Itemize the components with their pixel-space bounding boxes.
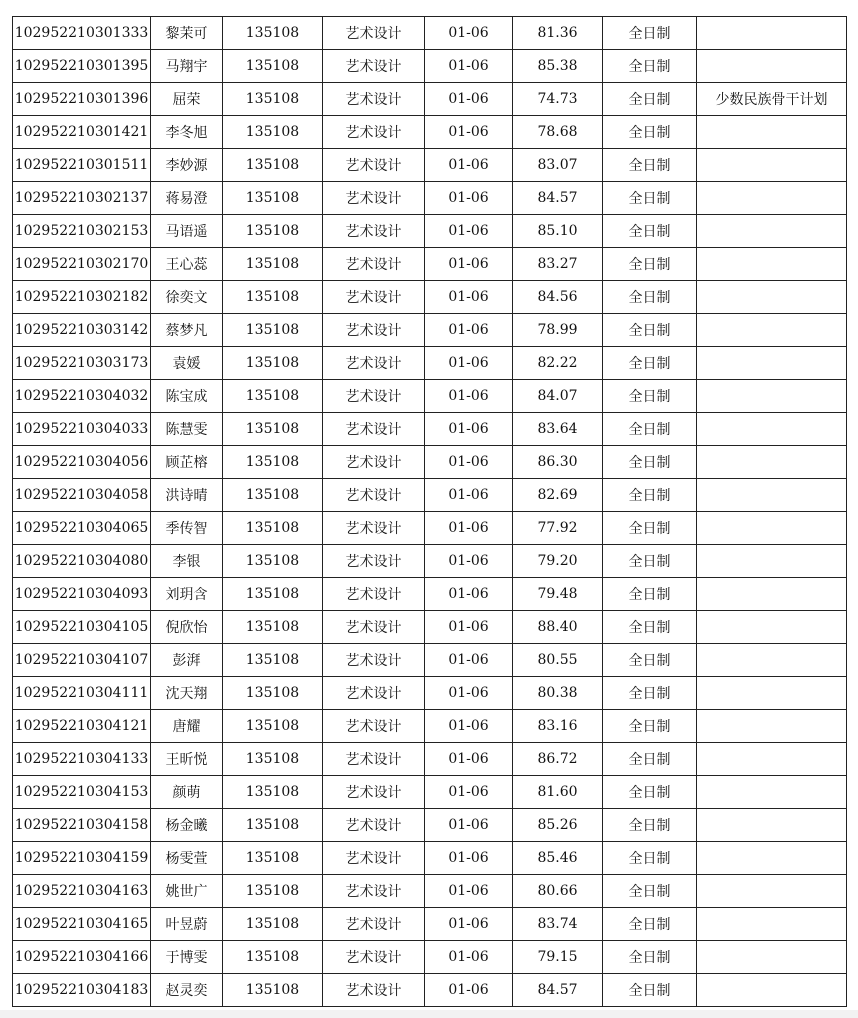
table-row bbox=[13, 446, 847, 479]
cell-candidate-id: 102952210302170 bbox=[13, 248, 151, 281]
cell-study-mode: 全日制 bbox=[603, 50, 697, 83]
table-row bbox=[13, 281, 847, 314]
cell-study-mode: 全日制 bbox=[603, 347, 697, 380]
cell-name: 屈荣 bbox=[151, 83, 223, 116]
cell-name: 赵灵奕 bbox=[151, 974, 223, 1007]
cell-major-code: 135108 bbox=[223, 842, 323, 875]
cell-major: 艺术设计 bbox=[323, 380, 425, 413]
cell-name: 袁媛 bbox=[151, 347, 223, 380]
cell-direction: 01-06 bbox=[425, 512, 513, 545]
table-row bbox=[13, 149, 847, 182]
cell-score: 82.22 bbox=[513, 347, 603, 380]
cell-score: 77.92 bbox=[513, 512, 603, 545]
cell-major: 艺术设计 bbox=[323, 116, 425, 149]
cell-major-code: 135108 bbox=[223, 875, 323, 908]
cell-score: 80.66 bbox=[513, 875, 603, 908]
table-row bbox=[13, 314, 847, 347]
cell-major-code: 135108 bbox=[223, 281, 323, 314]
cell-name: 沈天翔 bbox=[151, 677, 223, 710]
cell-study-mode: 全日制 bbox=[603, 842, 697, 875]
cell-candidate-id: 102952210304065 bbox=[13, 512, 151, 545]
cell-major-code: 135108 bbox=[223, 512, 323, 545]
cell-candidate-id: 102952210304133 bbox=[13, 743, 151, 776]
cell-study-mode: 全日制 bbox=[603, 875, 697, 908]
cell-major-code: 135108 bbox=[223, 347, 323, 380]
table-row bbox=[13, 743, 847, 776]
cell-direction: 01-06 bbox=[425, 83, 513, 116]
cell-study-mode: 全日制 bbox=[603, 941, 697, 974]
cell-direction: 01-06 bbox=[425, 809, 513, 842]
cell-major: 艺术设计 bbox=[323, 809, 425, 842]
cell-major: 艺术设计 bbox=[323, 347, 425, 380]
cell-candidate-id: 102952210304165 bbox=[13, 908, 151, 941]
cell-name: 倪欣怡 bbox=[151, 611, 223, 644]
cell-major: 艺术设计 bbox=[323, 941, 425, 974]
cell-direction: 01-06 bbox=[425, 776, 513, 809]
cell-study-mode: 全日制 bbox=[603, 248, 697, 281]
cell-study-mode: 全日制 bbox=[603, 83, 697, 116]
cell-direction: 01-06 bbox=[425, 545, 513, 578]
cell-study-mode: 全日制 bbox=[603, 545, 697, 578]
cell-name: 陈慧雯 bbox=[151, 413, 223, 446]
cell-major-code: 135108 bbox=[223, 611, 323, 644]
cell-direction: 01-06 bbox=[425, 17, 513, 50]
table-row bbox=[13, 182, 847, 215]
table-row bbox=[13, 215, 847, 248]
table-row bbox=[13, 875, 847, 908]
cell-study-mode: 全日制 bbox=[603, 413, 697, 446]
cell-note bbox=[697, 50, 847, 83]
cell-study-mode: 全日制 bbox=[603, 215, 697, 248]
cell-name: 顾芷榕 bbox=[151, 446, 223, 479]
cell-study-mode: 全日制 bbox=[603, 446, 697, 479]
cell-name: 蔡梦凡 bbox=[151, 314, 223, 347]
cell-name: 马翔宇 bbox=[151, 50, 223, 83]
cell-score: 85.10 bbox=[513, 215, 603, 248]
cell-direction: 01-06 bbox=[425, 248, 513, 281]
cell-study-mode: 全日制 bbox=[603, 677, 697, 710]
cell-candidate-id: 102952210304056 bbox=[13, 446, 151, 479]
table-row bbox=[13, 578, 847, 611]
cell-study-mode: 全日制 bbox=[603, 908, 697, 941]
cell-major: 艺术设计 bbox=[323, 743, 425, 776]
cell-study-mode: 全日制 bbox=[603, 578, 697, 611]
cell-name: 陈宝成 bbox=[151, 380, 223, 413]
cell-direction: 01-06 bbox=[425, 281, 513, 314]
cell-direction: 01-06 bbox=[425, 479, 513, 512]
cell-note bbox=[697, 17, 847, 50]
cell-direction: 01-06 bbox=[425, 182, 513, 215]
cell-note bbox=[697, 479, 847, 512]
cell-candidate-id: 102952210304183 bbox=[13, 974, 151, 1007]
cell-score: 85.38 bbox=[513, 50, 603, 83]
cell-name: 王昕悦 bbox=[151, 743, 223, 776]
cell-note bbox=[697, 413, 847, 446]
cell-major: 艺术设计 bbox=[323, 479, 425, 512]
cell-major-code: 135108 bbox=[223, 248, 323, 281]
cell-score: 84.07 bbox=[513, 380, 603, 413]
cell-candidate-id: 102952210304080 bbox=[13, 545, 151, 578]
cell-major-code: 135108 bbox=[223, 545, 323, 578]
cell-major: 艺术设计 bbox=[323, 149, 425, 182]
cell-major-code: 135108 bbox=[223, 182, 323, 215]
cell-major: 艺术设计 bbox=[323, 875, 425, 908]
cell-name: 颜萌 bbox=[151, 776, 223, 809]
cell-name: 黎茉可 bbox=[151, 17, 223, 50]
cell-major-code: 135108 bbox=[223, 710, 323, 743]
cell-study-mode: 全日制 bbox=[603, 281, 697, 314]
cell-score: 85.26 bbox=[513, 809, 603, 842]
cell-note bbox=[697, 974, 847, 1007]
table-row bbox=[13, 83, 847, 116]
cell-study-mode: 全日制 bbox=[603, 149, 697, 182]
cell-study-mode: 全日制 bbox=[603, 644, 697, 677]
cell-score: 83.16 bbox=[513, 710, 603, 743]
cell-study-mode: 全日制 bbox=[603, 182, 697, 215]
cell-major-code: 135108 bbox=[223, 974, 323, 1007]
cell-candidate-id: 102952210302137 bbox=[13, 182, 151, 215]
cell-study-mode: 全日制 bbox=[603, 974, 697, 1007]
cell-major: 艺术设计 bbox=[323, 83, 425, 116]
cell-major-code: 135108 bbox=[223, 314, 323, 347]
cell-major: 艺术设计 bbox=[323, 677, 425, 710]
cell-major: 艺术设计 bbox=[323, 215, 425, 248]
cell-direction: 01-06 bbox=[425, 446, 513, 479]
cell-major: 艺术设计 bbox=[323, 446, 425, 479]
cell-major-code: 135108 bbox=[223, 809, 323, 842]
cell-name: 姚世广 bbox=[151, 875, 223, 908]
cell-candidate-id: 102952210301421 bbox=[13, 116, 151, 149]
cell-candidate-id: 102952210304107 bbox=[13, 644, 151, 677]
cell-direction: 01-06 bbox=[425, 347, 513, 380]
cell-study-mode: 全日制 bbox=[603, 17, 697, 50]
cell-major: 艺术设计 bbox=[323, 314, 425, 347]
cell-note bbox=[697, 380, 847, 413]
cell-major: 艺术设计 bbox=[323, 611, 425, 644]
cell-major-code: 135108 bbox=[223, 83, 323, 116]
cell-candidate-id: 102952210301511 bbox=[13, 149, 151, 182]
cell-score: 80.55 bbox=[513, 644, 603, 677]
cell-direction: 01-06 bbox=[425, 842, 513, 875]
cell-candidate-id: 102952210301395 bbox=[13, 50, 151, 83]
cell-major: 艺术设计 bbox=[323, 248, 425, 281]
cell-major: 艺术设计 bbox=[323, 512, 425, 545]
cell-note bbox=[697, 149, 847, 182]
cell-note bbox=[697, 446, 847, 479]
cell-note bbox=[697, 710, 847, 743]
table-row bbox=[13, 116, 847, 149]
cell-major: 艺术设计 bbox=[323, 413, 425, 446]
cell-direction: 01-06 bbox=[425, 875, 513, 908]
cell-note bbox=[697, 248, 847, 281]
cell-note bbox=[697, 545, 847, 578]
cell-major: 艺术设计 bbox=[323, 545, 425, 578]
cell-major: 艺术设计 bbox=[323, 578, 425, 611]
cell-candidate-id: 102952210304058 bbox=[13, 479, 151, 512]
cell-major: 艺术设计 bbox=[323, 644, 425, 677]
cell-note bbox=[697, 776, 847, 809]
cell-candidate-id: 102952210301333 bbox=[13, 17, 151, 50]
cell-major: 艺术设计 bbox=[323, 17, 425, 50]
cell-study-mode: 全日制 bbox=[603, 314, 697, 347]
cell-direction: 01-06 bbox=[425, 314, 513, 347]
cell-major-code: 135108 bbox=[223, 941, 323, 974]
cell-name: 唐耀 bbox=[151, 710, 223, 743]
cell-score: 86.72 bbox=[513, 743, 603, 776]
cell-direction: 01-06 bbox=[425, 974, 513, 1007]
table-row bbox=[13, 908, 847, 941]
cell-score: 83.07 bbox=[513, 149, 603, 182]
cell-name: 蒋易澄 bbox=[151, 182, 223, 215]
cell-name: 杨金曦 bbox=[151, 809, 223, 842]
cell-note bbox=[697, 578, 847, 611]
cell-name: 于博雯 bbox=[151, 941, 223, 974]
cell-candidate-id: 102952210301396 bbox=[13, 83, 151, 116]
cell-direction: 01-06 bbox=[425, 611, 513, 644]
cell-name: 李银 bbox=[151, 545, 223, 578]
cell-major: 艺术设计 bbox=[323, 50, 425, 83]
cell-major-code: 135108 bbox=[223, 677, 323, 710]
table-row bbox=[13, 842, 847, 875]
cell-name: 刘玥含 bbox=[151, 578, 223, 611]
cell-direction: 01-06 bbox=[425, 380, 513, 413]
cell-score: 88.40 bbox=[513, 611, 603, 644]
cell-note bbox=[697, 842, 847, 875]
table-body bbox=[13, 17, 847, 1007]
table-row bbox=[13, 974, 847, 1007]
cell-score: 78.68 bbox=[513, 116, 603, 149]
cell-study-mode: 全日制 bbox=[603, 512, 697, 545]
cell-note bbox=[697, 314, 847, 347]
cell-candidate-id: 102952210304163 bbox=[13, 875, 151, 908]
cell-candidate-id: 102952210304166 bbox=[13, 941, 151, 974]
table-row bbox=[13, 644, 847, 677]
table-row bbox=[13, 380, 847, 413]
cell-note bbox=[697, 611, 847, 644]
cell-direction: 01-06 bbox=[425, 50, 513, 83]
cell-name: 李冬旭 bbox=[151, 116, 223, 149]
cell-major-code: 135108 bbox=[223, 380, 323, 413]
cell-major: 艺术设计 bbox=[323, 182, 425, 215]
cell-score: 83.27 bbox=[513, 248, 603, 281]
cell-note: 少数民族骨干计划 bbox=[697, 83, 847, 116]
cell-name: 李妙源 bbox=[151, 149, 223, 182]
cell-note bbox=[697, 281, 847, 314]
cell-name: 杨雯萱 bbox=[151, 842, 223, 875]
cell-note bbox=[697, 941, 847, 974]
cell-score: 84.56 bbox=[513, 281, 603, 314]
cell-candidate-id: 102952210303173 bbox=[13, 347, 151, 380]
cell-major: 艺术设计 bbox=[323, 974, 425, 1007]
cell-candidate-id: 102952210304111 bbox=[13, 677, 151, 710]
cell-score: 74.73 bbox=[513, 83, 603, 116]
table-row bbox=[13, 941, 847, 974]
cell-candidate-id: 102952210304158 bbox=[13, 809, 151, 842]
cell-study-mode: 全日制 bbox=[603, 116, 697, 149]
table-row bbox=[13, 50, 847, 83]
page-bottom-edge bbox=[0, 1010, 858, 1018]
cell-major-code: 135108 bbox=[223, 413, 323, 446]
cell-study-mode: 全日制 bbox=[603, 776, 697, 809]
cell-name: 马语遥 bbox=[151, 215, 223, 248]
cell-note bbox=[697, 512, 847, 545]
cell-note bbox=[697, 908, 847, 941]
cell-study-mode: 全日制 bbox=[603, 809, 697, 842]
cell-note bbox=[697, 182, 847, 215]
table-row bbox=[13, 347, 847, 380]
cell-note bbox=[697, 809, 847, 842]
cell-score: 84.57 bbox=[513, 974, 603, 1007]
cell-score: 79.48 bbox=[513, 578, 603, 611]
cell-candidate-id: 102952210304159 bbox=[13, 842, 151, 875]
table-row bbox=[13, 413, 847, 446]
cell-direction: 01-06 bbox=[425, 149, 513, 182]
cell-score: 79.20 bbox=[513, 545, 603, 578]
cell-major-code: 135108 bbox=[223, 215, 323, 248]
cell-major-code: 135108 bbox=[223, 446, 323, 479]
cell-score: 85.46 bbox=[513, 842, 603, 875]
cell-candidate-id: 102952210304105 bbox=[13, 611, 151, 644]
cell-score: 83.74 bbox=[513, 908, 603, 941]
cell-score: 82.69 bbox=[513, 479, 603, 512]
cell-major-code: 135108 bbox=[223, 908, 323, 941]
cell-major-code: 135108 bbox=[223, 50, 323, 83]
cell-score: 81.60 bbox=[513, 776, 603, 809]
admission-table bbox=[12, 16, 847, 1007]
cell-score: 78.99 bbox=[513, 314, 603, 347]
cell-note bbox=[697, 116, 847, 149]
cell-direction: 01-06 bbox=[425, 677, 513, 710]
table-row bbox=[13, 710, 847, 743]
cell-major-code: 135108 bbox=[223, 479, 323, 512]
table-row bbox=[13, 545, 847, 578]
table-row bbox=[13, 512, 847, 545]
cell-direction: 01-06 bbox=[425, 215, 513, 248]
cell-score: 80.38 bbox=[513, 677, 603, 710]
cell-note bbox=[697, 215, 847, 248]
cell-major-code: 135108 bbox=[223, 644, 323, 677]
cell-direction: 01-06 bbox=[425, 710, 513, 743]
table-row bbox=[13, 248, 847, 281]
cell-major-code: 135108 bbox=[223, 776, 323, 809]
cell-candidate-id: 102952210304153 bbox=[13, 776, 151, 809]
cell-major-code: 135108 bbox=[223, 116, 323, 149]
cell-major-code: 135108 bbox=[223, 578, 323, 611]
table-row bbox=[13, 809, 847, 842]
cell-candidate-id: 102952210303142 bbox=[13, 314, 151, 347]
cell-note bbox=[697, 644, 847, 677]
cell-candidate-id: 102952210304093 bbox=[13, 578, 151, 611]
cell-candidate-id: 102952210304032 bbox=[13, 380, 151, 413]
cell-major: 艺术设计 bbox=[323, 776, 425, 809]
cell-candidate-id: 102952210304121 bbox=[13, 710, 151, 743]
cell-name: 彭湃 bbox=[151, 644, 223, 677]
cell-direction: 01-06 bbox=[425, 941, 513, 974]
cell-candidate-id: 102952210302153 bbox=[13, 215, 151, 248]
cell-name: 洪诗晴 bbox=[151, 479, 223, 512]
cell-study-mode: 全日制 bbox=[603, 479, 697, 512]
cell-score: 83.64 bbox=[513, 413, 603, 446]
cell-name: 季传智 bbox=[151, 512, 223, 545]
cell-name: 徐奕文 bbox=[151, 281, 223, 314]
table-row bbox=[13, 479, 847, 512]
cell-name: 叶昱蔚 bbox=[151, 908, 223, 941]
cell-candidate-id: 102952210302182 bbox=[13, 281, 151, 314]
table-row bbox=[13, 677, 847, 710]
cell-score: 79.15 bbox=[513, 941, 603, 974]
cell-study-mode: 全日制 bbox=[603, 611, 697, 644]
cell-major: 艺术设计 bbox=[323, 281, 425, 314]
cell-candidate-id: 102952210304033 bbox=[13, 413, 151, 446]
cell-study-mode: 全日制 bbox=[603, 380, 697, 413]
cell-score: 86.30 bbox=[513, 446, 603, 479]
cell-direction: 01-06 bbox=[425, 413, 513, 446]
cell-major-code: 135108 bbox=[223, 149, 323, 182]
cell-direction: 01-06 bbox=[425, 578, 513, 611]
table-row bbox=[13, 776, 847, 809]
cell-score: 84.57 bbox=[513, 182, 603, 215]
cell-note bbox=[697, 347, 847, 380]
cell-direction: 01-06 bbox=[425, 116, 513, 149]
cell-major: 艺术设计 bbox=[323, 842, 425, 875]
cell-name: 王心蕊 bbox=[151, 248, 223, 281]
table-row bbox=[13, 611, 847, 644]
cell-note bbox=[697, 677, 847, 710]
cell-major: 艺术设计 bbox=[323, 710, 425, 743]
cell-direction: 01-06 bbox=[425, 644, 513, 677]
cell-major: 艺术设计 bbox=[323, 908, 425, 941]
cell-direction: 01-06 bbox=[425, 908, 513, 941]
cell-note bbox=[697, 743, 847, 776]
cell-score: 81.36 bbox=[513, 17, 603, 50]
cell-major-code: 135108 bbox=[223, 17, 323, 50]
cell-study-mode: 全日制 bbox=[603, 710, 697, 743]
cell-note bbox=[697, 875, 847, 908]
cell-major-code: 135108 bbox=[223, 743, 323, 776]
table-row bbox=[13, 17, 847, 50]
cell-study-mode: 全日制 bbox=[603, 743, 697, 776]
cell-direction: 01-06 bbox=[425, 743, 513, 776]
